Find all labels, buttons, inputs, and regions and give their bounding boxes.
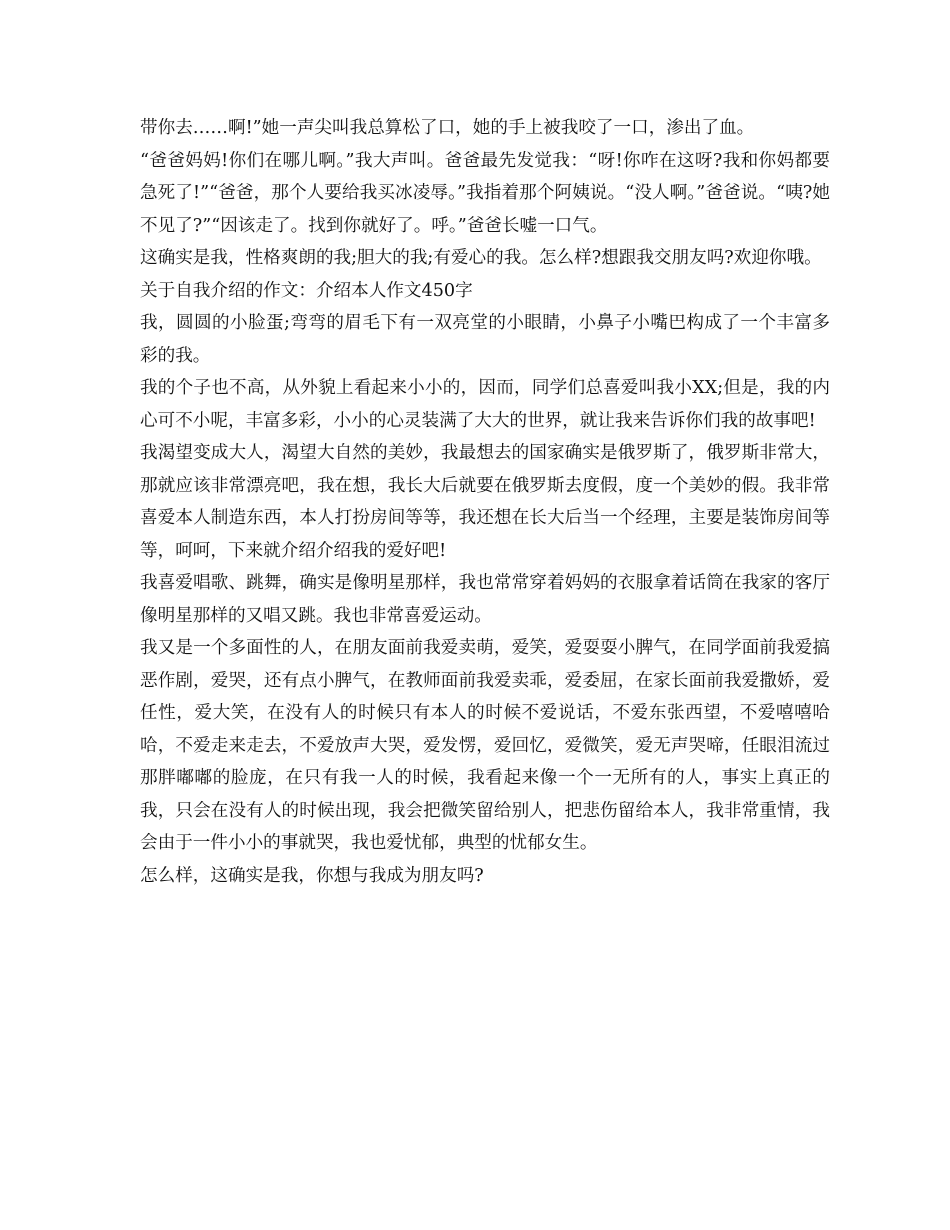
paragraph-9: 我又是一个多面性的人，在朋友面前我爱卖萌，爱笑，爱耍耍小脾气，在同学面前我爱搞恶作剧，爱哭，还有点小脾气，在教师面前我爱卖乖，爱委屈，在家长面前我爱撒娇，爱任性，爱大笑，在没有人的时候只有本人的时候不爱说话，不爱东张西望，不爱嘻嘻哈哈，不爱走来走去，不爱放声大哭，爱发愣，爱回忆，爱微笑，爱无声哭啼，任眼泪流过那胖嘟嘟的脸庞，在只有我一人的时候，我看起来像一个一无所有的人，事实上真正的我，只会在没有人的时候出现，我会把微笑留给别人，把悲伤留给本人，我非常重情，我会由于一件小小的事就哭，我也爱忧郁，典型的忧郁女生。 [140,638,830,853]
paragraph-6: 我的个子也不高，从外貌上看起来小小的，因而，同学们总喜爱叫我小XX;但是，我的内心可不小呢，丰富多彩，小小的心灵装满了大大的世界，就让我来告诉你们我的故事吧! [140,378,830,431]
paragraph-1: 带你去……啊!”她一声尖叫我总算松了口，她的手上被我咬了一口，渗出了血。 [140,118,755,138]
paragraph-8: 我喜爱唱歌、跳舞，确实是像明星那样，我也常常穿着妈妈的衣服拿着话筒在我家的客厅像明星那样的又唱又跳。我也非常喜爱运动。 [140,573,830,626]
section-heading: 关于自我介绍的作文：介绍本人作文450字 [140,280,473,301]
paragraph-5: 我，圆圆的小脸蛋;弯弯的眉毛下有一双亮堂的小眼睛，小鼻子小嘴巴构成了一个丰富多彩的我。 [140,313,830,366]
paragraph-3: 这确实是我，性格爽朗的我;胆大的我;有爱心的我。怎么样?想跟我交朋友吗?欢迎你哦。 [140,248,822,268]
paragraph-2: “爸爸妈妈!你们在哪儿啊。”我大声叫。爸爸最先发觉我：“呀!你咋在这呀?我和你妈都要急死了!”“爸爸，那个人要给我买冰凌辱。”我指着那个阿姨说。“没人啊。”爸爸说。“咦?她不见了?”“因该走了。找到你就好了。呼。”爸爸长嘘一口气。 [140,150,830,236]
paragraph-7: 我渴望变成大人，渴望大自然的美妙，我最想去的国家确实是俄罗斯了，俄罗斯非常大，那就应该非常漂亮吧，我在想，我长大后就要在俄罗斯去度假，度一个美妙的假。我非常喜爱本人制造东西，本人打扮房间等等，我还想在长大后当一个经理，主要是装饰房间等等，呵呵，下来就介绍介绍我的爱好吧! [140,443,830,561]
document-page [140,112,830,892]
paragraph-10: 怎么样，这确实是我，你想与我成为朋友吗? [140,865,484,886]
